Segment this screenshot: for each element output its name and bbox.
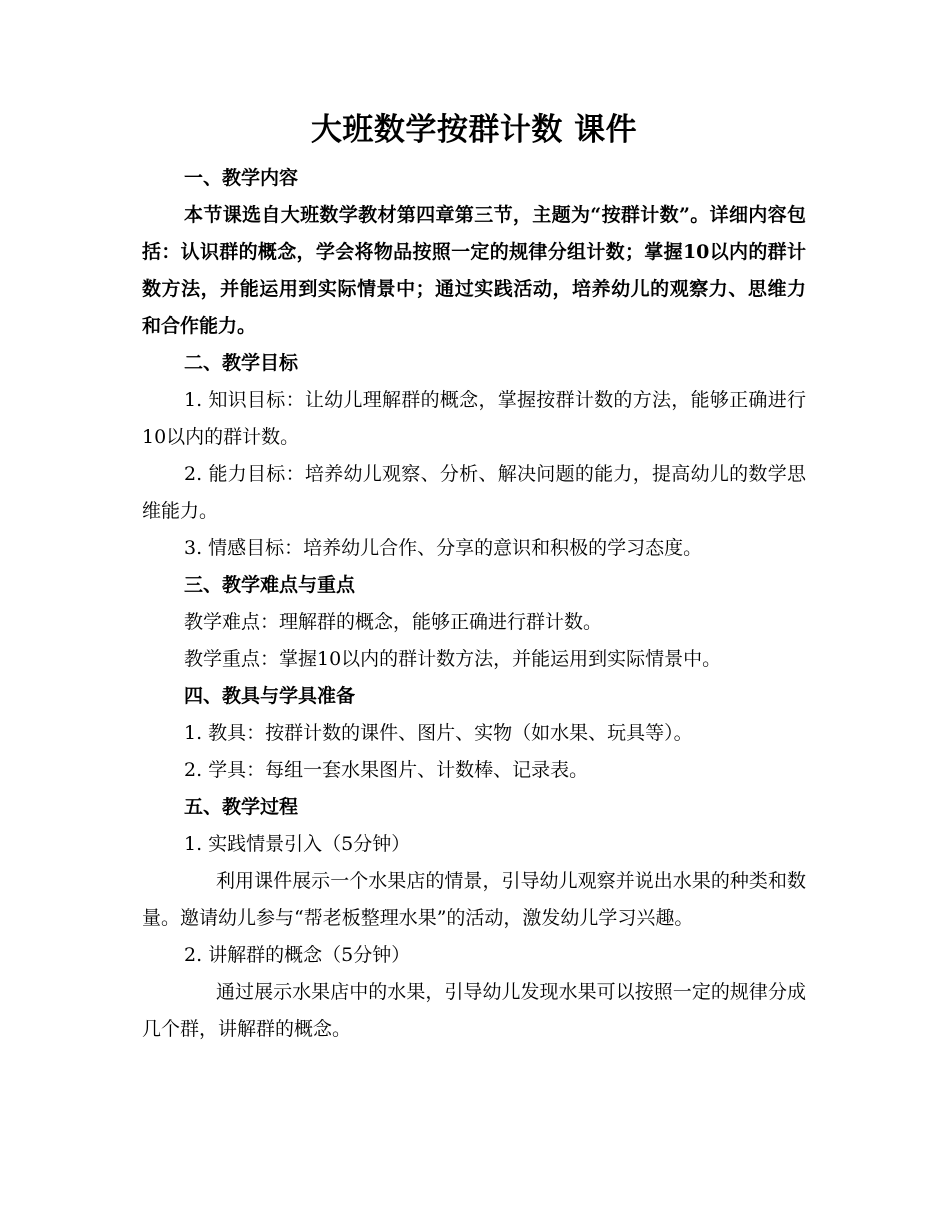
section-heading-key-points: 三、教学难点与重点 bbox=[184, 574, 356, 596]
teaching-difficulty: 教学难点：理解群的概念，能够正确进行群计数。 bbox=[184, 611, 603, 633]
materials-student: 2. 学具：每组一套水果图片、计数棒、记录表。 bbox=[184, 759, 589, 781]
section-heading-materials: 四、教具与学具准备 bbox=[184, 685, 356, 707]
process-step-2-body: 通过展示水果店中的水果，引导幼儿发现水果可以按照一定的规律分成几个群，讲解群的概念。 bbox=[142, 981, 806, 1040]
process-step-2-heading: 2. 讲解群的概念（5分钟） bbox=[184, 944, 411, 966]
process-step-1-body: 利用课件展示一个水果店的情景，引导幼儿观察并说出水果的种类和数量。邀请幼儿参与“帮老板整理水果”的活动，激发幼儿学习兴趣。 bbox=[142, 870, 806, 929]
section-heading-process: 五、教学过程 bbox=[184, 796, 299, 818]
section-heading-objectives: 二、教学目标 bbox=[184, 352, 299, 374]
objective-knowledge: 1. 知识目标：让幼儿理解群的概念，掌握按群计数的方法，能够正确进行10以内的群计数。 bbox=[142, 389, 806, 448]
objective-ability: 2. 能力目标：培养幼儿观察、分析、解决问题的能力，提高幼儿的数学思维能力。 bbox=[142, 463, 806, 522]
process-step-1-heading: 1. 实践情景引入（5分钟） bbox=[184, 833, 411, 855]
section-heading-content: 一、教学内容 bbox=[184, 167, 299, 189]
objective-emotion: 3. 情感目标：培养幼儿合作、分享的意识和积极的学习态度。 bbox=[184, 537, 703, 559]
materials-teacher: 1. 教具：按群计数的课件、图片、实物（如水果、玩具等）。 bbox=[184, 722, 693, 744]
paragraph-content: 本节课选自大班数学教材第四章第三节，主题为“按群计数”。详细内容包括：认识群的概念，学会将物品按照一定的规律分组计数；掌握10以内的群计数方法，并能运用到实际情景中；通过实践活动，培养幼儿的观察力、思维力和合作能力。 bbox=[142, 204, 806, 337]
document-title: 大班数学按群计数 课件 bbox=[310, 112, 638, 148]
teaching-focus: 教学重点：掌握10以内的群计数方法，并能运用到实际情景中。 bbox=[184, 648, 722, 670]
document-page bbox=[142, 108, 806, 1048]
